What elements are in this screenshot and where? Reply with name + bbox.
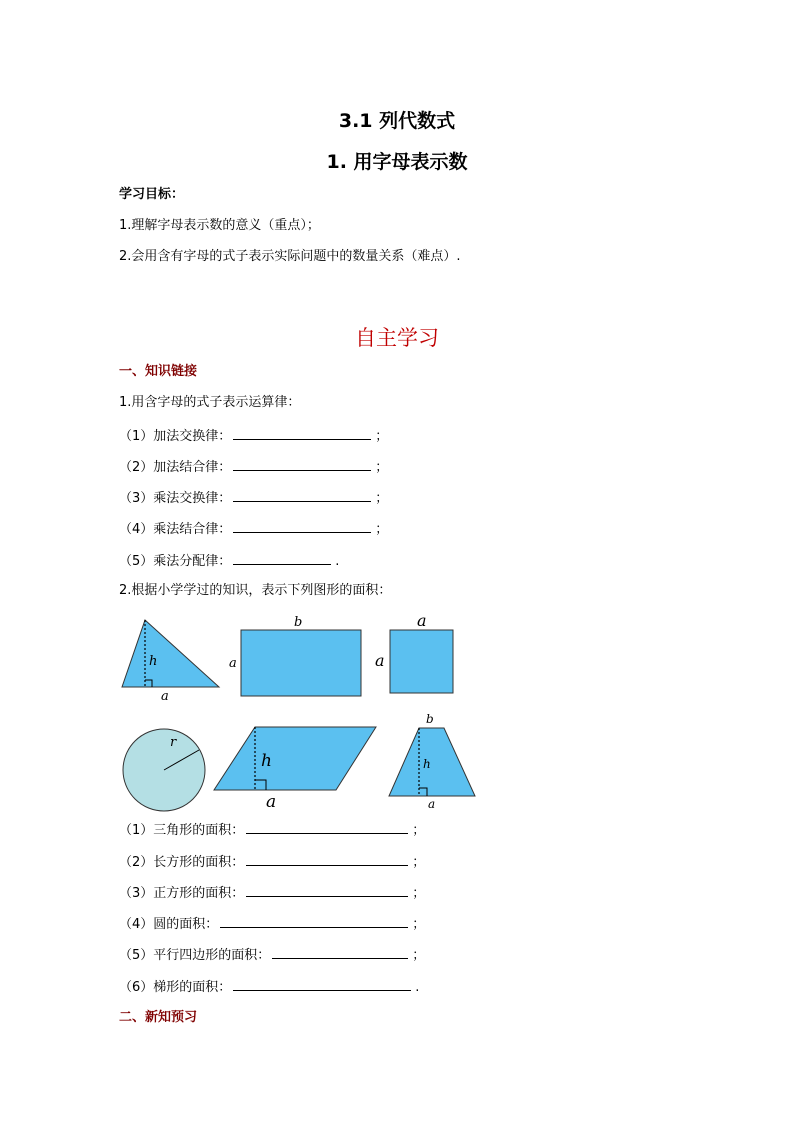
q2-item-end: ； xyxy=(412,886,426,901)
q2-item-end: ； xyxy=(412,855,426,870)
q2-item-circle-area xyxy=(119,915,425,933)
q1-item-end: ； xyxy=(375,460,389,475)
q1-item-end: ； xyxy=(375,429,389,444)
q2-item-label: （6）梯形的面积： xyxy=(119,980,232,995)
answer-blank[interactable] xyxy=(233,552,331,565)
q2-item-end: ； xyxy=(412,917,426,932)
q1-item-end: ； xyxy=(375,522,389,537)
trapezoid-a-label: a xyxy=(428,797,436,811)
trapezoid-figure xyxy=(389,712,475,811)
q2-item-parallelogram-area xyxy=(119,946,425,964)
q1-item-label: （2）加法结合律： xyxy=(119,460,232,475)
q1-item-label: （3）乘法交换律： xyxy=(119,491,232,506)
trapezoid-h-label: h xyxy=(423,757,431,771)
triangle-a-label: a xyxy=(161,689,169,704)
q1-item-multiplication-associative xyxy=(119,520,388,538)
parallelogram-h-label: h xyxy=(261,751,272,771)
parallelogram-a-label: a xyxy=(266,792,277,812)
part1-heading: 一、知识链接 xyxy=(119,364,198,379)
answer-blank[interactable] xyxy=(233,489,371,502)
q1-item-addition-commutative xyxy=(119,427,388,445)
answer-blank[interactable] xyxy=(233,978,411,991)
answer-blank[interactable] xyxy=(233,427,371,440)
answer-blank[interactable] xyxy=(246,853,408,866)
q2-item-rectangle-area xyxy=(119,853,425,871)
answer-blank[interactable] xyxy=(233,520,371,533)
square-top-label: a xyxy=(417,611,427,630)
parallelogram-figure xyxy=(214,727,376,812)
trapezoid-b-label: b xyxy=(426,712,434,726)
q2-item-label: （4）圆的面积： xyxy=(119,917,219,932)
objective-item: 2.会用含有字母的式子表示实际问题中的数量关系（难点）. xyxy=(119,249,461,264)
objective-item: 1.理解字母表示数的意义（重点）； xyxy=(119,218,320,233)
q1-item-end: ； xyxy=(375,491,389,506)
q2-item-label: （5）平行四边形的面积： xyxy=(119,948,271,963)
rectangle-b-label: b xyxy=(294,615,303,630)
section-title-self-study: 自主学习 xyxy=(355,326,439,350)
answer-blank[interactable] xyxy=(246,821,408,834)
q1-text: 1.用含字母的式子表示运算律： xyxy=(119,395,301,410)
q2-item-end: . xyxy=(415,980,420,995)
q1-item-end: . xyxy=(335,554,340,569)
q1-item-multiplication-commutative xyxy=(119,489,388,507)
answer-blank[interactable] xyxy=(220,915,408,928)
circle-r-label: r xyxy=(170,735,177,750)
q2-item-triangle-area xyxy=(119,821,425,839)
q2-item-label: （3）正方形的面积： xyxy=(119,886,245,901)
square-side-label: a xyxy=(375,651,385,670)
q2-item-label: （2）长方形的面积： xyxy=(119,855,245,870)
triangle-h-label: h xyxy=(149,654,158,669)
objectives-heading: 学习目标： xyxy=(119,187,185,202)
part2-heading: 二、新知预习 xyxy=(119,1010,198,1025)
q2-item-end: ； xyxy=(412,948,426,963)
q1-item-addition-associative xyxy=(119,458,388,476)
rectangle-a-label: a xyxy=(229,656,237,671)
q2-item-trapezoid-area xyxy=(119,978,419,996)
q2-item-square-area xyxy=(119,884,425,902)
q2-text: 2.根据小学学过的知识，表示下列图形的面积： xyxy=(119,583,392,598)
area-figures xyxy=(0,600,794,820)
chapter-title: 3.1 列代数式 xyxy=(338,110,456,132)
circle-figure xyxy=(123,729,205,811)
square-figure xyxy=(375,611,453,693)
q1-item-label: （1）加法交换律： xyxy=(119,429,232,444)
q1-item-label: （5）乘法分配律： xyxy=(119,554,232,569)
triangle-figure xyxy=(122,620,219,704)
answer-blank[interactable] xyxy=(272,946,408,959)
q1-item-distributive xyxy=(119,552,339,570)
q1-item-label: （4）乘法结合律： xyxy=(119,522,232,537)
lesson-title: 1. 用字母表示数 xyxy=(326,151,468,173)
q2-item-label: （1）三角形的面积： xyxy=(119,823,245,838)
q2-item-end: ； xyxy=(412,823,426,838)
rectangle-figure xyxy=(229,615,361,696)
answer-blank[interactable] xyxy=(233,458,371,471)
answer-blank[interactable] xyxy=(246,884,408,897)
